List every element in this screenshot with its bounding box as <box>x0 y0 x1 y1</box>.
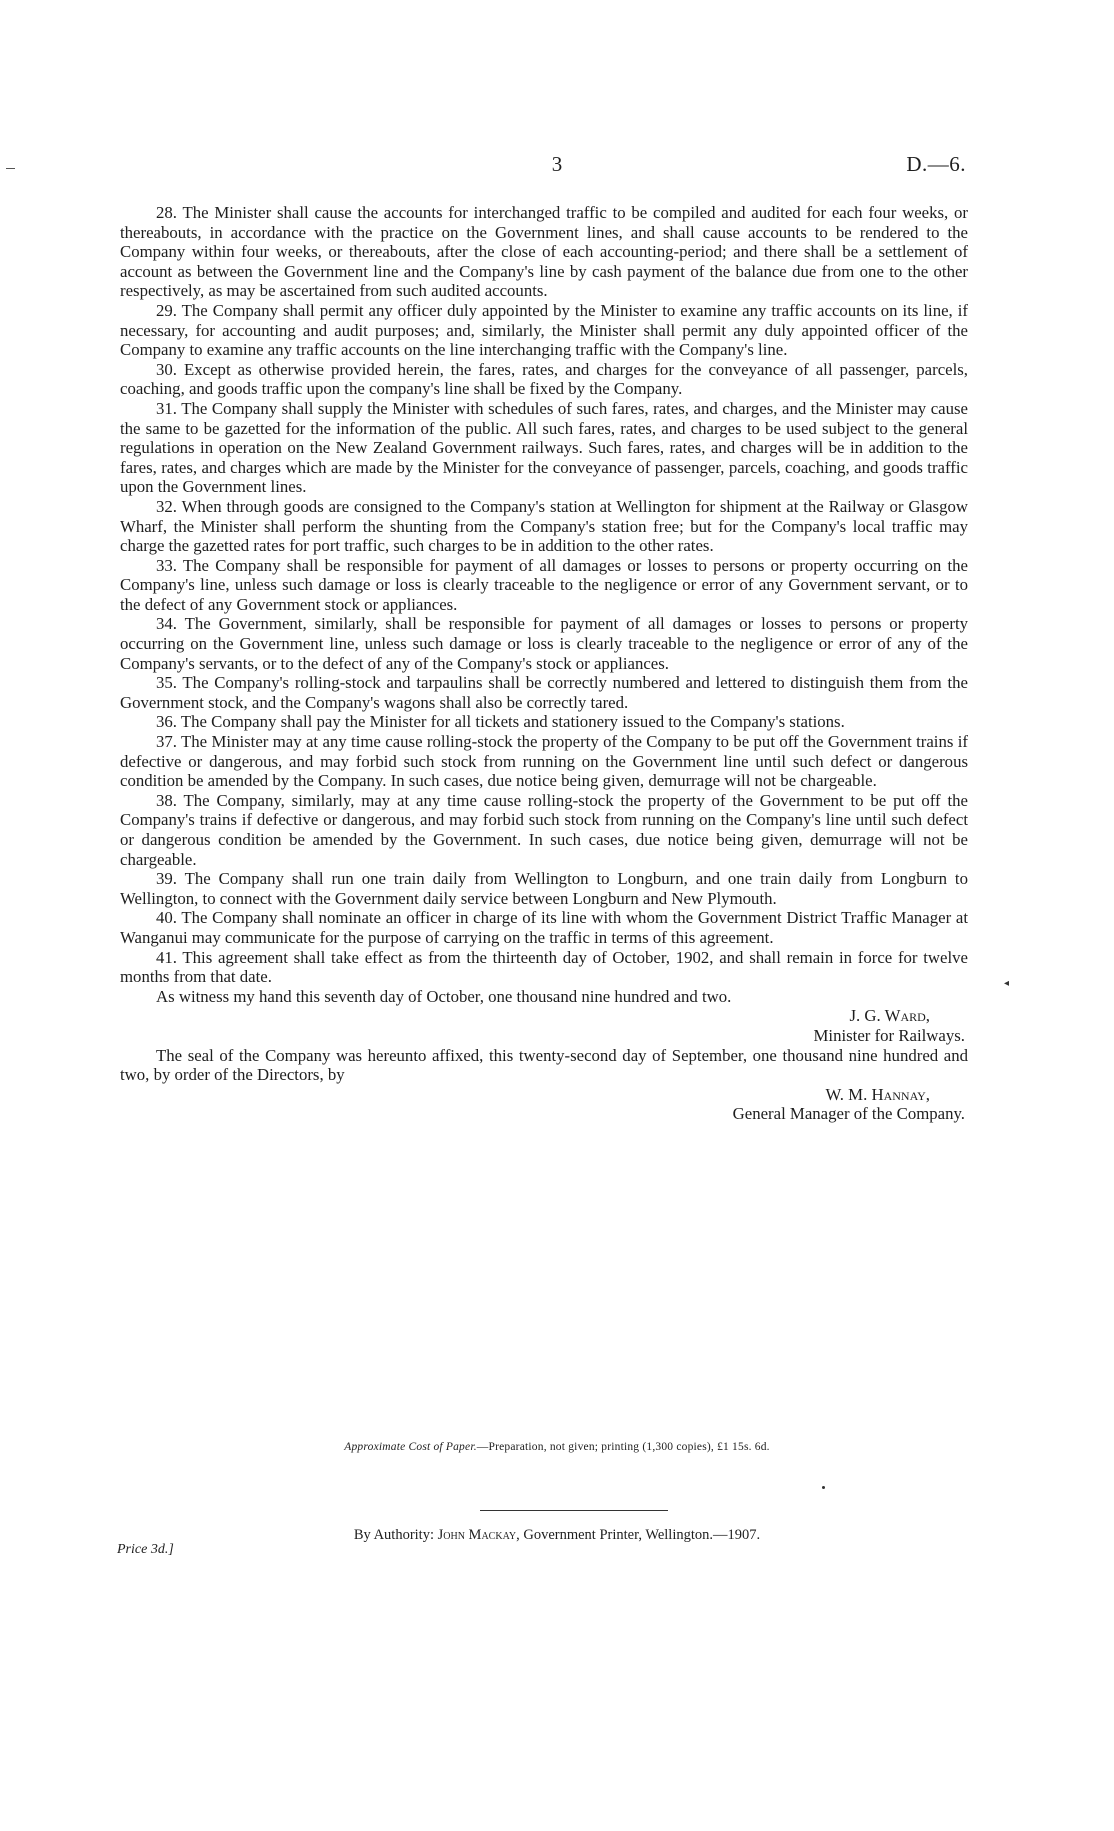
agreement-body <box>120 203 968 1124</box>
cost-note-label: Approximate Cost of Paper. <box>344 1441 477 1453</box>
footer-rule <box>480 1510 668 1511</box>
clause-33: 33. The Company shall be responsible for payment of all damages or losses to persons or property occurring on the Company's line, unless such damage or loss is clearly traceable to the negligence or error of any Government servant, or to the defect of any Government stock or appliances. <box>120 555 968 614</box>
clause-30: 30. Except as otherwise provided herein, the fares, rates, and charges for the conveyance of all passenger, parcels, coaching, and goods traffic upon the company's line shall be fixed by the Company. <box>120 359 968 399</box>
clause-32: 32. When through goods are consigned to the Company's station at Wellington for shipment at the Railway or Glasgow Wharf, the Minister shall perform the shunting from the Company's station free; but for the Company's local traffic may charge the gazetted rates for port traffic, such charges to be in addition to the other rates. <box>120 496 968 556</box>
clause-36: 36. The Company shall pay the Minister for all tickets and stationery issued to the Company's stations. <box>156 712 845 732</box>
margin-mark: ◂ <box>1004 978 1010 989</box>
clause-37: 37. The Minister may at any time cause rolling-stock the property of the Company to be put off the Government trains if defective or dangerous, and may forbid such stock from running on the Government line until such defect or dangerous condition be amended by the Company. In such cases, due notice being given, demurrage will not be chargeable. <box>120 732 968 791</box>
company-signatory-name-text: W. M. Hannay, <box>825 1084 930 1104</box>
printer-name: John Mackay <box>437 1527 517 1543</box>
document-reference: D.—6. <box>906 152 966 176</box>
margin-mark <box>822 1486 825 1489</box>
minister-name-text: J. G. Ward, <box>849 1006 930 1026</box>
clause-28: 28. The Minister shall cause the accounts for interchanged traffic to be compiled and audited for each four weeks, or thereabouts, in accordance with the practice on the Government lines, and shall cause accounts to be rendered to the Company within four weeks, or thereabouts, after the close of each accounting-period; and there shall be a settlement of account as between the Government line and the Company's line by cash payment of the balance due from one to the other respectively, as may be ascertained from such audited accounts. <box>120 203 968 301</box>
price-note: Price 3d.] <box>117 1542 174 1557</box>
seal-statement: The seal of the Company was hereunto affixed, this twenty-second day of September, one thousand nine hundred and two, by order of the Directors, by <box>120 1045 968 1085</box>
clause-34: 34. The Government, similarly, shall be responsible for payment of all damages or losses to persons or property occurring on the Government line, unless such damage or loss is clearly traceable to the negligence or error of any of the Company's servants, or to the defect of any of the Company's stock or appliances. <box>120 614 968 673</box>
cost-note <box>0 1441 1114 1453</box>
company-signature-title: General Manager of the Company. <box>732 1104 965 1124</box>
page-number: 3 <box>551 152 563 176</box>
clause-41: 41. This agreement shall take effect as from the thirteenth day of October, 1902, and shall remain in force for twelve months from that date. <box>120 947 968 987</box>
authority-suffix: , Government Printer, Wellington.—1907. <box>516 1527 761 1543</box>
clause-38: 38. The Company, similarly, may at any time cause rolling-stock the property of the Government to be put off the Company's trains if defective or dangerous, and may forbid such stock from running on the Company's line until such defect or dangerous condition be amended by the Government. In such cases, due notice being given, demurrage will not be chargeable. <box>120 790 968 869</box>
minister-signature-title: Minister for Railways. <box>813 1025 965 1045</box>
clause-40: 40. The Company shall nominate an officer in charge of its line with whom the Government District Traffic Manager at Wanganui may communicate for the purpose of carrying on the traffic in terms of this agreement. <box>120 908 968 947</box>
clause-39: 39. The Company shall run one train daily from Wellington to Longburn, and one train daily from Longburn to Wellington, to connect with the Government daily service between Longburn and New Plymouth. <box>120 869 968 908</box>
margin-mark <box>6 168 15 169</box>
clause-35: 35. The Company's rolling-stock and tarpaulins shall be correctly numbered and lettered to distinguish them from the Government stock, and the Company's wagons shall also be correctly tared. <box>120 673 968 712</box>
clause-29: 29. The Company shall permit any officer duly appointed by the Minister to examine any traffic accounts on its line, if necessary, for accounting and audit purposes; and, similarly, the Minister shall permit any duly appointed officer of the Company to examine any traffic accounts on the line interchanging traffic with the Company's line. <box>120 300 968 360</box>
clause-31: 31. The Company shall supply the Minister with schedules of such fares, rates, and charges, and the Minister may cause the same to be gazetted for the information of the public. All such fares, rates, and charges to be used subject to the general regulations in operation on the New Zealand Government railways. Such fares, rates, and charges will be in addition to the fares, rates, and charges which are made by the Minister for the conveyance of passenger, parcels, coaching, and goods traffic upon the Government lines. <box>120 398 968 497</box>
witness-statement: As witness my hand this seventh day of October, one thousand nine hundred and two. <box>156 986 732 1006</box>
authority-prefix: By Authority: <box>353 1527 434 1543</box>
cost-note-text: —Preparation, not given; printing (1,300 copies), £1 15s. 6d. <box>476 1441 770 1453</box>
company-signature-name <box>120 1085 968 1105</box>
minister-signature-name <box>120 1006 968 1026</box>
